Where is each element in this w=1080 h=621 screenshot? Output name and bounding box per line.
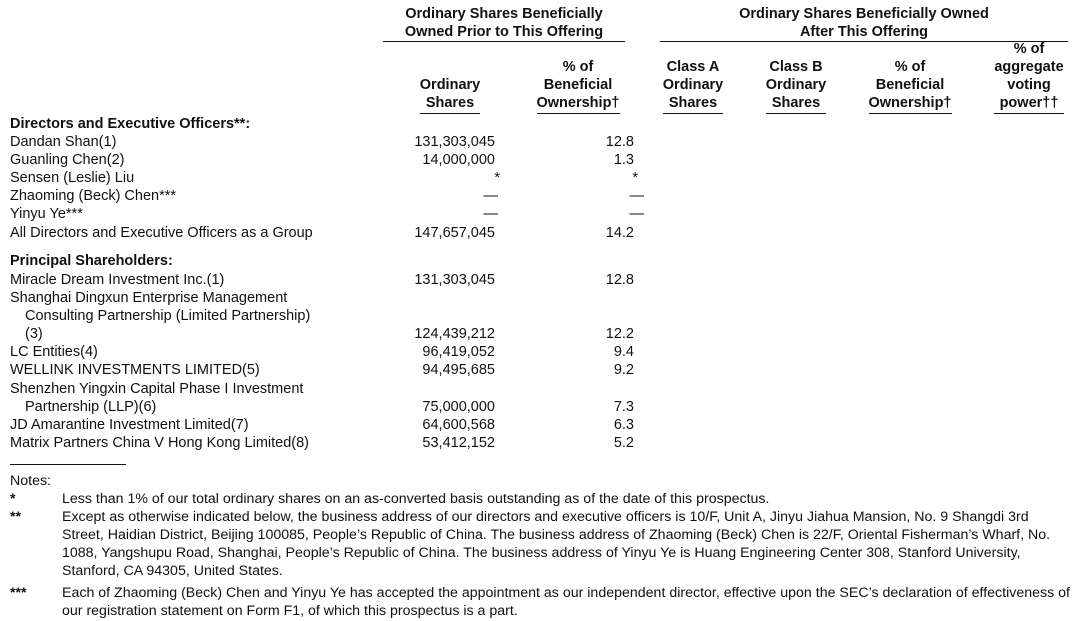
col-ordinary-shares: Ordinary Shares bbox=[395, 40, 505, 114]
row-label: Matrix Partners China V Hong Kong Limited(8) bbox=[10, 435, 309, 451]
row-pct: 1.3 bbox=[613, 152, 634, 168]
table-row bbox=[10, 416, 650, 434]
note-text: Less than 1% of our total ordinary shares on an as-converted basis outstanding as of the date of this prospectus. bbox=[62, 491, 770, 507]
row-label: Zhaoming (Beck) Chen*** bbox=[10, 188, 177, 204]
row-pct: 12.8 bbox=[605, 272, 634, 288]
note-text: Except as otherwise indicated below, the business address of our directors and executive officers is 10/F, Unit A, Jinyu Jiahua Mansion, No. 9 Shangdi 3rd Street, Haidian District, Beijing 100085, People’s Republic of China. The business address of Zhaoming (Beck) Chen is 22/F, Oriental Fisherman’s Wharf, No. 1088, Yangshupu Road, Shanghai, People’s Republic of China. The business address of Yinyu Ye is Huang Engineering Center 308, Stanford University, Stanford, CA 94305, United States. bbox=[62, 509, 1051, 579]
table-row bbox=[10, 187, 650, 205]
table-row bbox=[10, 224, 650, 242]
note-mark: *** bbox=[10, 585, 27, 601]
row-pct: 5.2 bbox=[613, 435, 634, 451]
note-text: Each of Zhaoming (Beck) Chen and Yinyu Ye has accepted the appointment as our independent director, effective upon the SEC’s declaration of effectiveness of our registration statement on Form F1, of which this prospectus is a part. bbox=[62, 585, 1070, 619]
prior-group-line-2: Owned Prior to This Offering bbox=[404, 24, 604, 40]
table-row bbox=[10, 343, 650, 361]
after-group-line-2: After This Offering bbox=[799, 24, 929, 40]
table-row bbox=[10, 307, 650, 325]
table-row bbox=[10, 325, 650, 343]
notes-divider bbox=[10, 464, 126, 465]
row-shares: — bbox=[483, 188, 498, 204]
row-shares: 131,303,045 bbox=[414, 272, 495, 288]
prior-offering-group-header bbox=[383, 5, 625, 42]
row-label: Guanling Chen(2) bbox=[10, 152, 125, 168]
col-class-b-shares: Class B Ordinary Shares bbox=[758, 40, 834, 114]
row-shares: 124,439,212 bbox=[414, 326, 495, 342]
row-label: Partnership (LLP)(6) bbox=[25, 399, 157, 415]
notes-title: Notes: bbox=[10, 473, 52, 489]
row-shares: 94,495,685 bbox=[422, 362, 495, 378]
row-pct: 7.3 bbox=[613, 399, 634, 415]
row-pct: — bbox=[629, 188, 644, 204]
row-shares: * bbox=[494, 170, 500, 186]
row-label: All Directors and Executive Officers as a Group bbox=[10, 225, 313, 241]
row-pct: 9.4 bbox=[613, 344, 634, 360]
row-shares: 53,412,152 bbox=[422, 435, 495, 451]
after-offering-group-header bbox=[660, 5, 1068, 42]
row-label: Dandan Shan(1) bbox=[10, 134, 117, 150]
note-mark: * bbox=[10, 491, 16, 507]
row-pct: 12.2 bbox=[605, 326, 634, 342]
col-pct-beneficial: % of Beneficial Ownership† bbox=[520, 40, 636, 114]
row-label: WELLINK INVESTMENTS LIMITED(5) bbox=[10, 362, 260, 378]
table-row bbox=[10, 361, 650, 379]
row-label: Shanghai Dingxun Enterprise Management bbox=[10, 290, 288, 306]
section-principal-heading: Principal Shareholders: bbox=[10, 253, 173, 269]
row-label: Sensen (Leslie) Liu bbox=[10, 170, 135, 186]
row-shares: 96,419,052 bbox=[422, 344, 495, 360]
col-class-a-shares: Class A Ordinary Shares bbox=[655, 40, 731, 114]
row-pct: 12.8 bbox=[605, 134, 634, 150]
row-shares: — bbox=[483, 206, 498, 222]
table-row bbox=[10, 169, 650, 187]
row-label: Consulting Partnership (Limited Partnership) bbox=[25, 308, 311, 324]
row-pct: — bbox=[629, 206, 644, 222]
note-mark: ** bbox=[10, 509, 22, 525]
table-row bbox=[10, 205, 650, 223]
row-pct: 9.2 bbox=[613, 362, 634, 378]
section-directors-heading: Directors and Executive Officers**: bbox=[10, 116, 251, 132]
row-pct: 14.2 bbox=[605, 225, 634, 241]
row-label: JD Amarantine Investment Limited(7) bbox=[10, 417, 249, 433]
row-label: Yinyu Ye*** bbox=[10, 206, 83, 222]
row-pct: * bbox=[632, 170, 638, 186]
row-shares: 75,000,000 bbox=[422, 399, 495, 415]
table-row bbox=[10, 133, 650, 151]
row-label: Shenzhen Yingxin Capital Phase I Investment bbox=[10, 381, 304, 397]
row-shares: 147,657,045 bbox=[414, 225, 495, 241]
table-row bbox=[10, 151, 650, 169]
row-shares: 131,303,045 bbox=[414, 134, 495, 150]
row-shares: 14,000,000 bbox=[422, 152, 495, 168]
row-label: (3) bbox=[25, 326, 43, 342]
table-row bbox=[10, 271, 650, 289]
prior-group-line-1: Ordinary Shares Beneficially bbox=[405, 6, 603, 22]
table-row bbox=[10, 398, 650, 416]
col-pct-beneficial-after: % of Beneficial Ownership† bbox=[852, 40, 968, 114]
row-pct: 6.3 bbox=[613, 417, 634, 433]
row-shares: 64,600,568 bbox=[422, 417, 495, 433]
table-row bbox=[10, 434, 650, 452]
row-label: LC Entities(4) bbox=[10, 344, 98, 360]
table-row bbox=[10, 289, 650, 307]
row-label: Miracle Dream Investment Inc.(1) bbox=[10, 272, 225, 288]
table-row bbox=[10, 380, 650, 398]
col-pct-voting-power: % of aggregate voting power†† bbox=[984, 40, 1074, 114]
after-group-line-1: Ordinary Shares Beneficially Owned bbox=[739, 6, 989, 22]
